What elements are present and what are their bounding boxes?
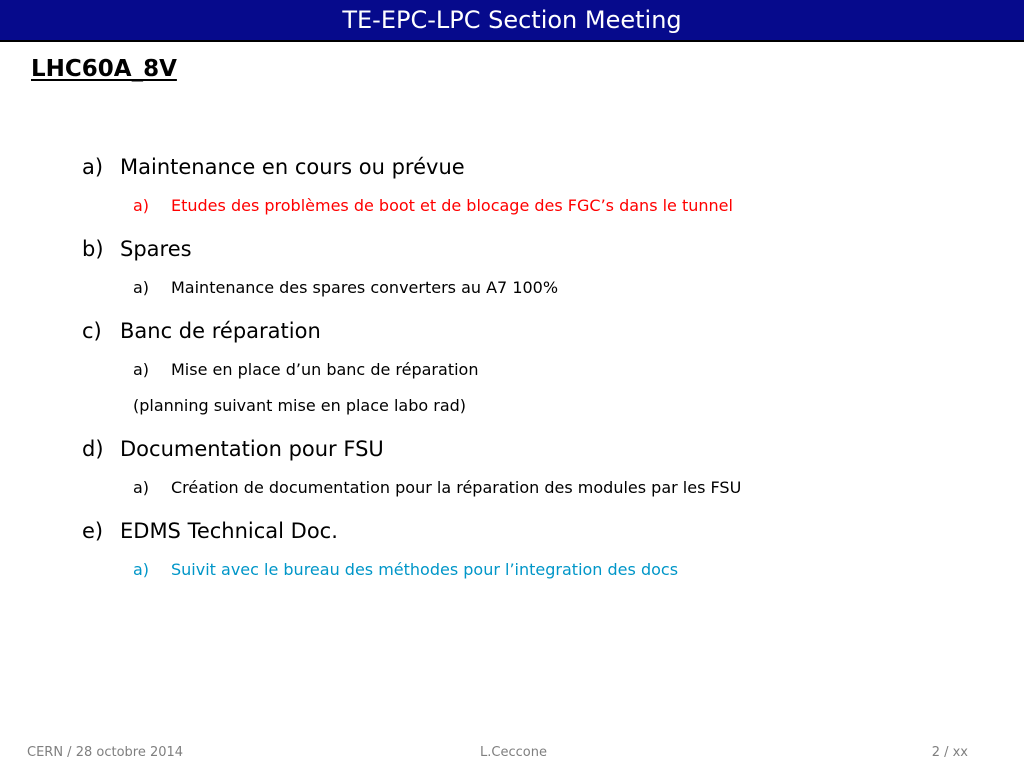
sub-item-spares-maintenance [133,277,558,299]
list-item-repair-bench [82,317,321,345]
sub-item-boot-study [133,195,733,217]
slide-title: LHC60A_8V [31,56,177,82]
list-marker: d) [82,437,104,461]
list-item-maintenance [82,153,465,181]
list-marker: b) [82,237,104,261]
list-marker: e) [82,519,104,543]
list-item-label: Spares [120,237,192,261]
sub-item-text: Maintenance des spares converters au A7 100% [171,278,559,297]
sub-item-edms-followup [133,559,678,581]
list-item-label: Maintenance en cours ou prévue [120,155,465,179]
list-item-label: Banc de réparation [120,319,321,343]
sub-marker: a) [133,560,150,579]
note-planning: (planning suivant mise en place labo rad) [133,396,467,415]
list-marker: c) [82,319,102,343]
sub-item-repair-bench-setup [133,359,478,381]
sub-item-text: Etudes des problèmes de boot et de blocage des FGC’s dans le tunnel [171,196,733,215]
sub-item-text: Suivit avec le bureau des méthodes pour l’integration des docs [171,560,679,579]
footer-page-number: 2 / xx [931,745,968,760]
list-item-label: EDMS Technical Doc. [120,519,338,543]
list-item-edms [82,517,338,545]
list-marker: a) [82,155,104,179]
sub-item-documentation-creation [133,477,741,499]
sub-marker: a) [133,478,150,497]
sub-marker: a) [133,196,150,215]
list-item-spares [82,235,192,263]
footer-author: L.Ceccone [480,745,547,760]
header-bar [0,0,1024,42]
list-item-documentation [82,435,384,463]
sub-marker: a) [133,360,150,379]
footer-date: CERN / 28 octobre 2014 [27,745,184,760]
list-item-label: Documentation pour FSU [120,437,384,461]
sub-item-text: Mise en place d’un banc de réparation [171,360,479,379]
header-title: TE-EPC-LPC Section Meeting [342,6,682,34]
sub-marker: a) [133,278,150,297]
sub-item-text: Création de documentation pour la réparation des modules par les FSU [171,478,742,497]
